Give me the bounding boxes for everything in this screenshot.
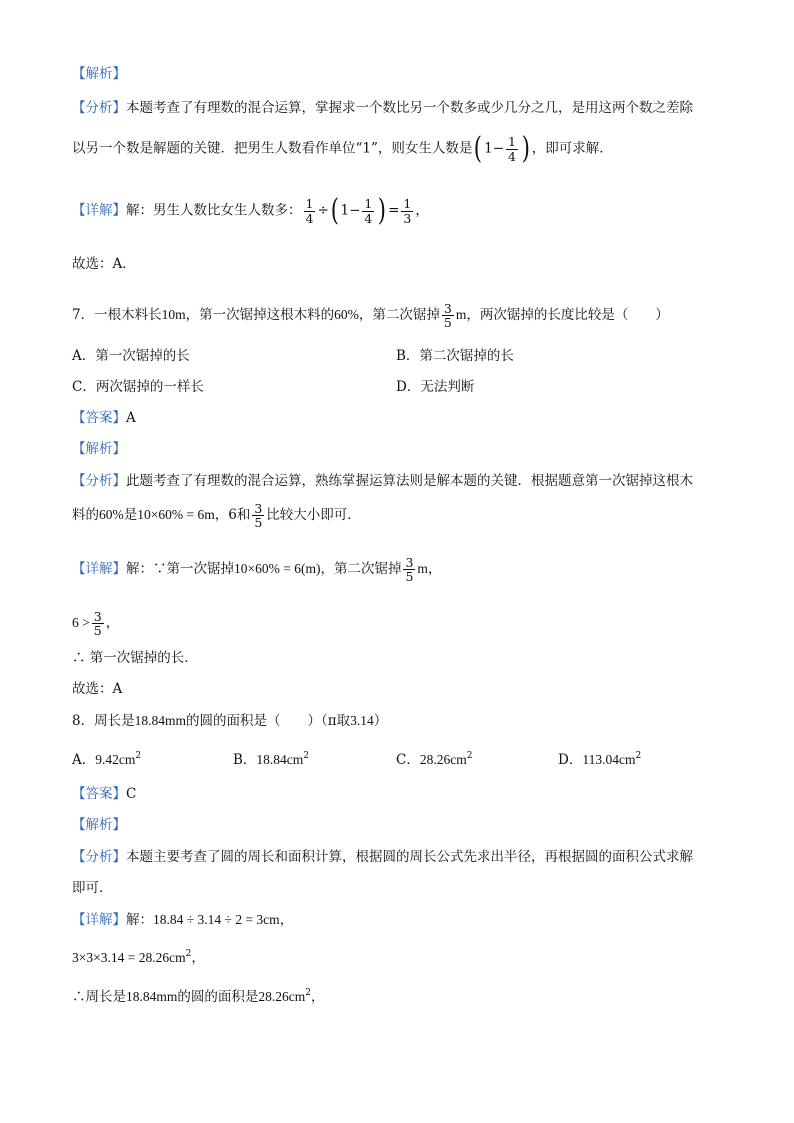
q7-analysis-heading: 【解析】: [72, 441, 126, 457]
q6-eq: =: [388, 202, 400, 219]
q7-therefore: ∴ 第一次锯掉的长．: [72, 650, 198, 666]
q7-option-c: C．两次锯掉的一样长: [72, 379, 204, 395]
q7-detail-frac: $\frac{3}{5}$: [405, 555, 414, 585]
q6-detail-line: 【详解】解：男生人数比女生人数多： $\frac{1}{4}$ ÷( 1− $\frac{1}{4}$ ) = $\frac{1}{3}$ ，: [72, 193, 429, 228]
q8-fenxi-line1: 【分析】本题主要考查了圆的周长和面积计算，根据圆的周长公式先求出半径，再根据圆的面积公式求解: [72, 849, 693, 865]
q7-fenxi-frac: $\frac{3}{5}$: [254, 501, 263, 531]
analysis-heading: 【解析】: [72, 66, 126, 82]
q6-detail-end: ，: [415, 202, 429, 219]
q7-option-a: A．第一次锯掉的长: [72, 348, 190, 364]
q8-option-b: B．$18.84cm^2$: [233, 751, 310, 768]
q7-option-d: D．无法判断: [396, 379, 475, 395]
q7-frac-3-5: $\frac{3}{5}$: [443, 301, 452, 331]
q8-answer: 【答案】C: [72, 786, 137, 802]
fenxi-tag: 【分析】: [72, 100, 126, 116]
q6-fenxi-text2b: ，即可求解．: [531, 140, 613, 157]
q7-compare-frac: $\frac{3}{5}$: [93, 609, 102, 639]
q6-fenxi-text1: 本题考查了有理数的混合运算，掌握求一个数比另一个数多或少几分之几，是用这两个数之差除: [126, 100, 693, 116]
q6-frac-3: $\frac{1}{3}$: [403, 196, 412, 226]
q7-fenxi-line1: 【分析】此题考查了有理数的混合运算，熟练掌握运算法则是解本题的关键．根据题意第一次锯掉这根木: [72, 473, 693, 489]
q7-option-b: B．第二次锯掉的长: [396, 348, 514, 364]
q7-choose: 故选：A: [72, 681, 123, 697]
q6-fraction-quarter: $\frac{1}{4}$: [508, 134, 516, 164]
q6-one-minus-2: 1−: [340, 202, 361, 219]
q7-answer: 【答案】A: [72, 410, 136, 426]
because-symbol: ∵: [153, 561, 167, 578]
q6-one-minus: 1−: [484, 140, 505, 157]
q6-fenxi-text2a: 以另一个数是解题的关键．把男生人数看作单位“1”，则女生人数是: [72, 140, 473, 157]
q6-fenxi-line2: 以另一个数是解题的关键．把男生人数看作单位“1”，则女生人数是( 1− $\frac{1}{4}$ ) ，即可求解．: [72, 131, 613, 166]
q8-conclusion: ∴周长是18.84mm的圆的面积是$28.26cm^2$，: [72, 988, 325, 1005]
q8-option-d: D．$113.04cm^2$: [558, 751, 642, 768]
q8-analysis-heading: 【解析】: [72, 817, 126, 833]
q6-choose: 故选：A．: [72, 256, 136, 272]
q7-compare: 6 > $\frac{3}{5}$ ，: [72, 609, 120, 639]
q8-area-line: $3\times 3\times 3.14 = 28.26cm^2$，: [72, 949, 205, 966]
detail-tag: 【详解】: [72, 202, 126, 219]
q8-stem: 8．周长是18.84mm的圆的面积是（ ）（π取3.14）: [72, 713, 388, 729]
q7-detail-line: 【详解】解：∵第一次锯掉10×60% = 6(m)，第二次锯掉 $\frac{3}{5}$ m，: [72, 555, 442, 585]
q8-fenxi-line2: 即可．: [72, 880, 113, 896]
q6-frac-2: $\frac{1}{4}$: [364, 196, 373, 226]
q6-fenxi-line1: [72, 102, 693, 116]
q6-frac-1: $\frac{1}{4}$: [305, 196, 314, 226]
q8-option-c: C．$28.26cm^2$: [396, 751, 473, 768]
q8-detail-line: 【详解】解：18.84 ÷ 3.14 ÷ 2 = 3cm，: [72, 912, 294, 928]
q6-detail-text: 解：男生人数比女生人数多：: [126, 202, 302, 219]
q7-stem: 7．一根木料长10m，第一次锯掉这根木料的60%，第二次锯掉 $\frac{3}{5}$ m，两次锯掉的长度比较是（ ）: [72, 301, 669, 331]
q8-option-a: A．$9.42cm^2$: [72, 751, 142, 768]
q6-div: ÷: [317, 202, 329, 219]
q7-fenxi-line2: 料的60%是10×60% = 6m，6和 $\frac{3}{5}$ 比较大小即可．: [72, 501, 361, 531]
